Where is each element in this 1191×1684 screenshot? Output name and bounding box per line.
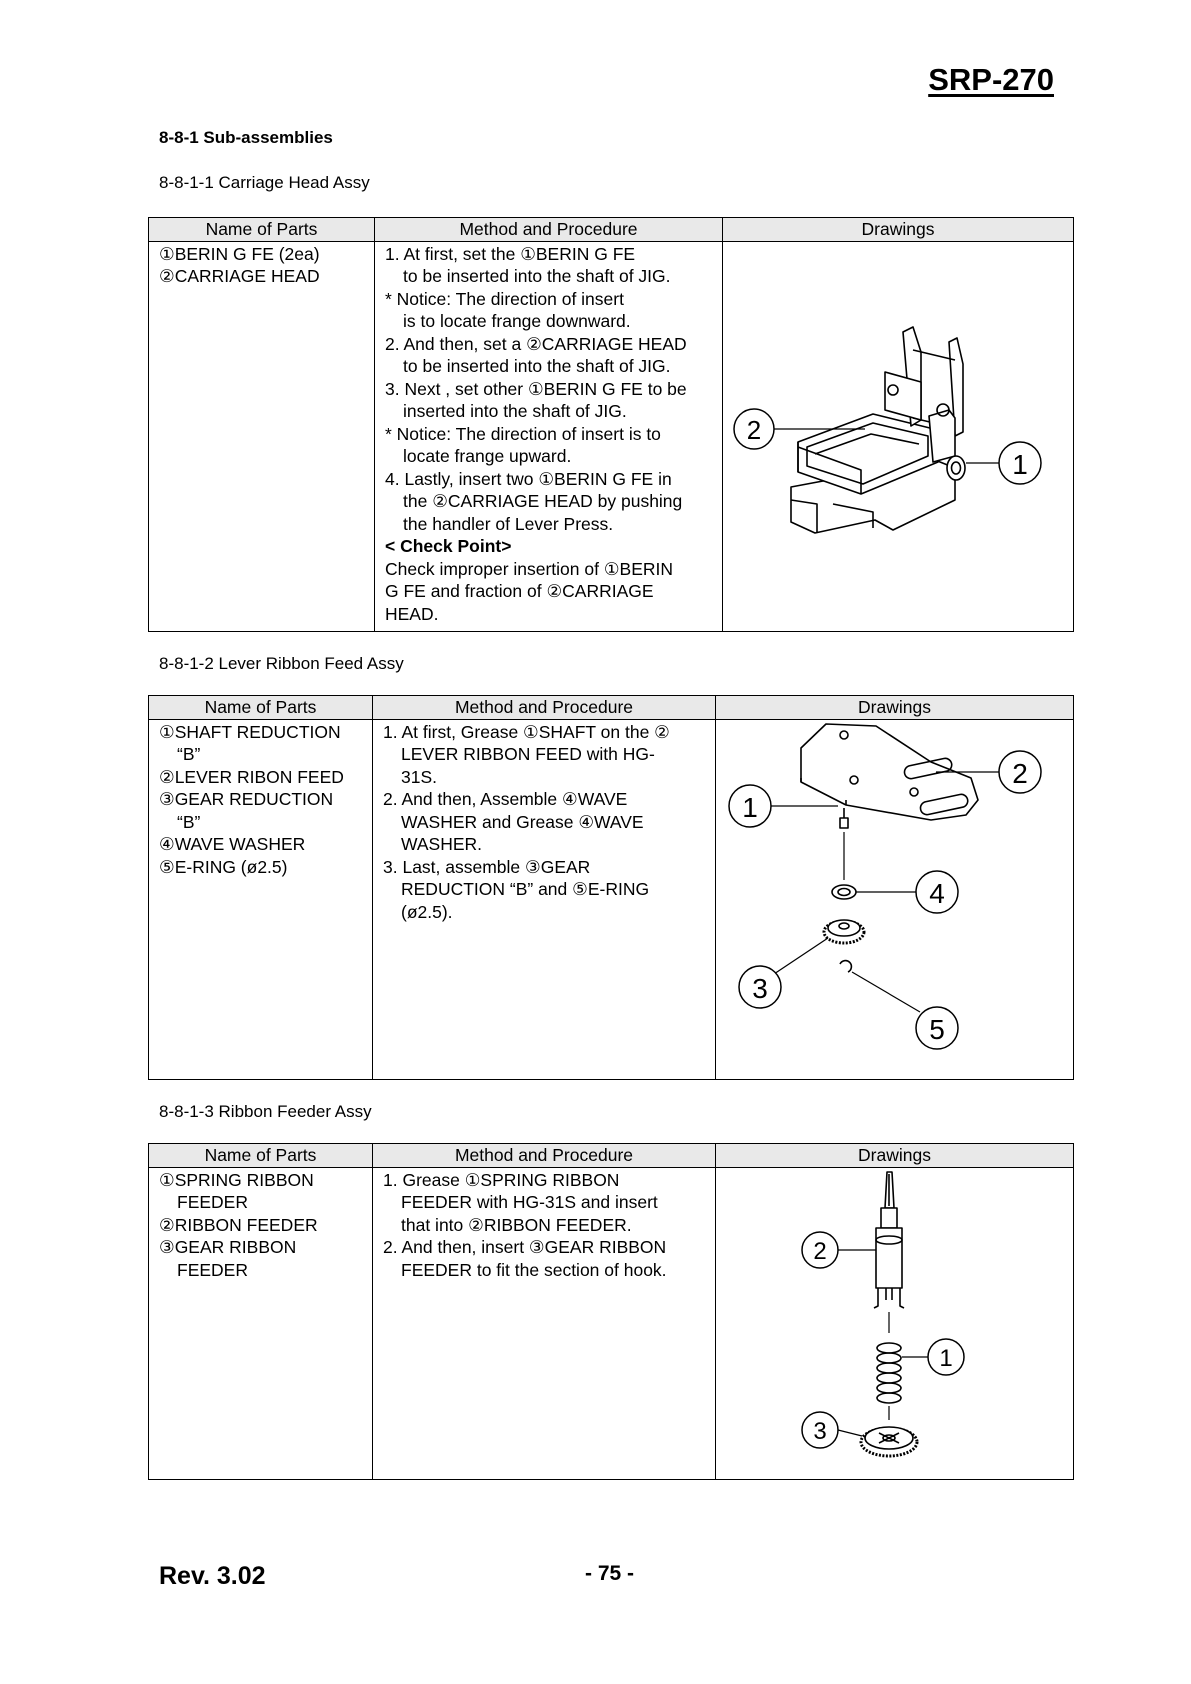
procedure-line: FEEDER to fit the section of hook. [401, 1259, 667, 1280]
parts-cell [149, 241, 375, 632]
procedure-line: FEEDER with HG-31S and insert [401, 1192, 658, 1212]
lever-ribbon-feed-assy-heading: 8-8-1-2 Lever Ribbon Feed Assy [159, 654, 404, 673]
col-header-method: Method and Procedure [373, 1144, 716, 1168]
col-header-method: Method and Procedure [373, 696, 716, 720]
part-item: FEEDER [177, 1192, 248, 1212]
procedure-line: HEAD. [385, 603, 439, 624]
procedure-line: the ②CARRIAGE HEAD by pushing [403, 491, 683, 511]
part-item: ③GEAR RIBBON [159, 1237, 297, 1257]
callout-label: 1 [1012, 448, 1028, 480]
carriage-head-drawing [723, 242, 1074, 626]
procedure-line: 2. And then, Assemble ④WAVE [383, 789, 628, 809]
callout-label: 5 [929, 1013, 945, 1045]
procedure-line: 1. At first, Grease ①SHAFT on the ② [383, 721, 670, 742]
procedure-line: * Notice: The direction of insert [385, 288, 624, 309]
table-header-row [149, 696, 1074, 720]
method-cell [373, 719, 716, 1080]
part-item: ①BERIN G FE (2ea) [159, 243, 320, 264]
ribbon-feeder-drawing [716, 1168, 1074, 1474]
ribbon-feeder-assy-heading: 8-8-1-3 Ribbon Feeder Assy [159, 1102, 372, 1121]
procedure-line: the handler of Lever Press. [403, 513, 614, 534]
col-header-parts: Name of Parts [149, 1144, 373, 1168]
col-header-method: Method and Procedure [375, 218, 723, 242]
col-header-drawings: Drawings [716, 696, 1074, 720]
lever-ribbon-feed-assy-table [148, 695, 1074, 1080]
callout-label: 2 [1012, 757, 1028, 789]
procedure-line: to be inserted into the shaft of JIG. [403, 356, 671, 376]
col-header-drawings: Drawings [716, 1144, 1074, 1168]
procedure-line: WASHER. [401, 834, 483, 854]
table-row [149, 241, 1074, 632]
procedure-line: inserted into the shaft of JIG. [403, 401, 627, 421]
procedure-line: WASHER and Grease ④WAVE [401, 811, 644, 832]
table-row [149, 1167, 1074, 1480]
lever-ribbon-feed-drawing [716, 720, 1074, 1074]
procedure-line: 2. And then, insert ③GEAR RIBBON [383, 1237, 667, 1257]
part-item: “B” [177, 744, 201, 764]
procedure-line: 3. Last, assemble ③GEAR [383, 856, 591, 877]
method-cell [375, 241, 723, 632]
drawing-cell [716, 719, 1074, 1080]
document-model-title: SRP-270 [928, 62, 1054, 97]
col-header-parts: Name of Parts [149, 696, 373, 720]
procedure-line: (ø2.5). [401, 901, 453, 922]
procedure-line: that into ②RIBBON FEEDER. [401, 1214, 632, 1235]
procedure-line: Check improper insertion of ①BERIN [385, 558, 674, 579]
ribbon-feeder-assy-table [148, 1143, 1074, 1480]
part-item: ②LEVER RIBON FEED [159, 766, 344, 787]
carriage-head-assy-heading: 8-8-1-1 Carriage Head Assy [159, 173, 370, 192]
table-row [149, 719, 1074, 1080]
procedure-line: REDUCTION “B” and ⑤E-RING [401, 879, 650, 899]
procedure-line: LEVER RIBBON FEED with HG- [401, 744, 655, 764]
procedure-line: * Notice: The direction of insert is to [385, 423, 661, 444]
callout-label: 2 [746, 414, 762, 445]
procedure-line: is to locate frange downward. [403, 311, 631, 331]
part-item: “B” [177, 811, 201, 832]
carriage-head-assy-table [148, 217, 1074, 632]
method-cell [373, 1167, 716, 1480]
callout-label: 4 [929, 877, 945, 909]
procedure-line: 4. Lastly, insert two ①BERIN G FE in [385, 468, 672, 489]
procedure-line: 2. And then, set a ②CARRIAGE HEAD [385, 333, 687, 354]
revision-label: Rev. 3.02 [159, 1562, 266, 1590]
procedure-line: to be inserted into the shaft of JIG. [403, 266, 671, 286]
drawing-cell [723, 241, 1074, 632]
table-header-row [149, 1144, 1074, 1168]
part-item: ②CARRIAGE HEAD [159, 266, 320, 286]
check-point-label: < Check Point> [385, 536, 512, 556]
parts-cell [149, 1167, 373, 1480]
section-heading: 8-8-1 Sub-assemblies [159, 128, 333, 147]
part-item: ④WAVE WASHER [159, 834, 306, 854]
procedure-line: G FE and fraction of ②CARRIAGE [385, 581, 654, 601]
procedure-line: 31S. [401, 766, 437, 787]
part-item: ①SPRING RIBBON [159, 1169, 314, 1190]
procedure-line: 1. Grease ①SPRING RIBBON [383, 1169, 620, 1190]
table-header-row [149, 218, 1074, 242]
callout-label: 1 [939, 1344, 953, 1372]
callout-label: 2 [813, 1237, 827, 1265]
procedure-line: 3. Next , set other ①BERIN G FE to be [385, 378, 687, 399]
part-item: FEEDER [177, 1259, 248, 1280]
part-item: ①SHAFT REDUCTION [159, 721, 341, 742]
part-item: ⑤E-RING (ø2.5) [159, 856, 288, 877]
part-item: ②RIBBON FEEDER [159, 1214, 318, 1235]
parts-cell [149, 719, 373, 1080]
procedure-line: locate frange upward. [403, 446, 572, 466]
page-number: - 75 - [585, 1562, 635, 1585]
callout-label: 3 [813, 1417, 827, 1445]
drawing-cell [716, 1167, 1074, 1480]
callout-label: 1 [742, 791, 758, 823]
callout-label: 3 [752, 972, 768, 1004]
procedure-line: 1. At first, set the ①BERIN G FE [385, 243, 636, 264]
col-header-drawings: Drawings [723, 218, 1074, 242]
part-item: ③GEAR REDUCTION [159, 789, 334, 809]
col-header-parts: Name of Parts [149, 218, 375, 242]
